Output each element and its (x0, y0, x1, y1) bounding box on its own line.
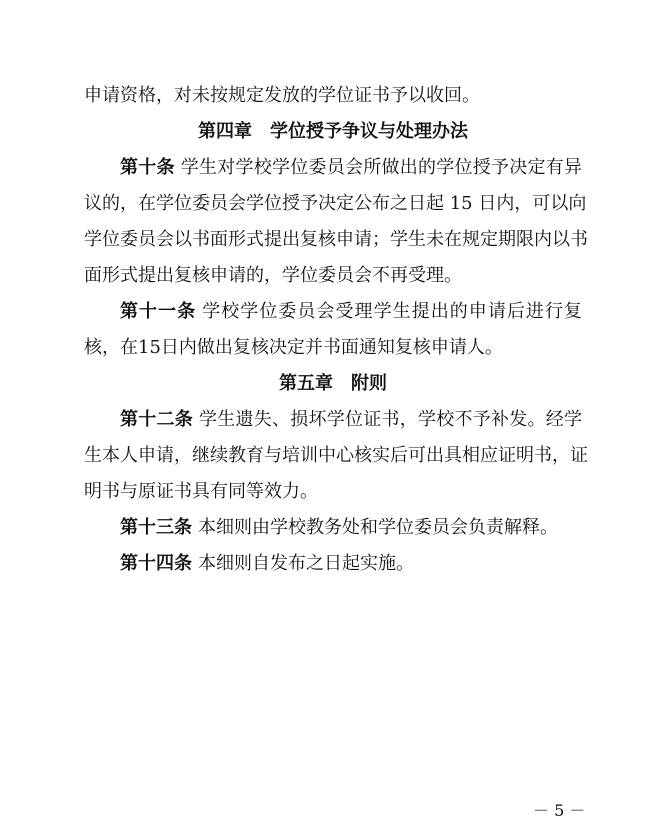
chapter-5-heading (84, 366, 582, 402)
article-13-text: 本细则由学校教务处和学位委员会负责解释。 (198, 517, 558, 538)
article-12-text-1: 学生遗失、损坏学位证书，学校不予补发。经学 (199, 409, 582, 430)
article-12-label: 第十二条 (120, 409, 193, 430)
article-12-line-3: 明书与原证书具有同等效力。 (84, 481, 318, 502)
article-10-line-4: 面形式提出复核申请的，学位委员会不再受理。 (84, 265, 462, 286)
continued-paragraph-line: 申请资格，对未按规定发放的学位证书予以收回。 (84, 85, 480, 106)
article-10-line-2: 议的，在学位委员会学位授予决定公布之日起 15 日内，可以向 (84, 193, 587, 214)
article-10-line-1 (84, 150, 582, 186)
chapter-4-number: 第四章 (198, 121, 252, 142)
chapter-4-title: 学位授予争议与处理办法 (270, 121, 468, 142)
article-10-text-1: 学生对学校学位委员会所做出的学位授予决定有异 (180, 157, 582, 178)
article-13-label: 第十三条 (120, 517, 192, 538)
article-11-line-2: 核，在15日内做出复核决定并书面通知复核申请人。 (84, 337, 503, 358)
article-10-line-3: 学位委员会以书面形式提出复核申请；学生未在规定期限内以书 (84, 229, 588, 250)
article-14-line (84, 546, 582, 582)
article-12-line-2: 生本人申请，继续教育与培训中心核实后可出具相应证明书，证 (84, 445, 588, 466)
article-13-line (84, 510, 582, 546)
page-number: － 5 － (533, 801, 586, 820)
article-14-label: 第十四条 (120, 553, 192, 574)
article-11-label: 第十一条 (120, 301, 197, 322)
article-14-text: 本细则自发布之日起实施。 (198, 553, 414, 574)
document-body (84, 78, 588, 582)
article-11-text-1: 学校学位委员会受理学生提出的申请后进行复 (202, 301, 583, 322)
chapter-5-title: 附则 (351, 373, 387, 394)
chapter-4-heading (84, 114, 582, 150)
article-12-line-1 (84, 402, 582, 438)
article-11-line-1 (84, 294, 582, 330)
article-10-label: 第十条 (120, 157, 175, 178)
chapter-5-number: 第五章 (279, 373, 333, 394)
